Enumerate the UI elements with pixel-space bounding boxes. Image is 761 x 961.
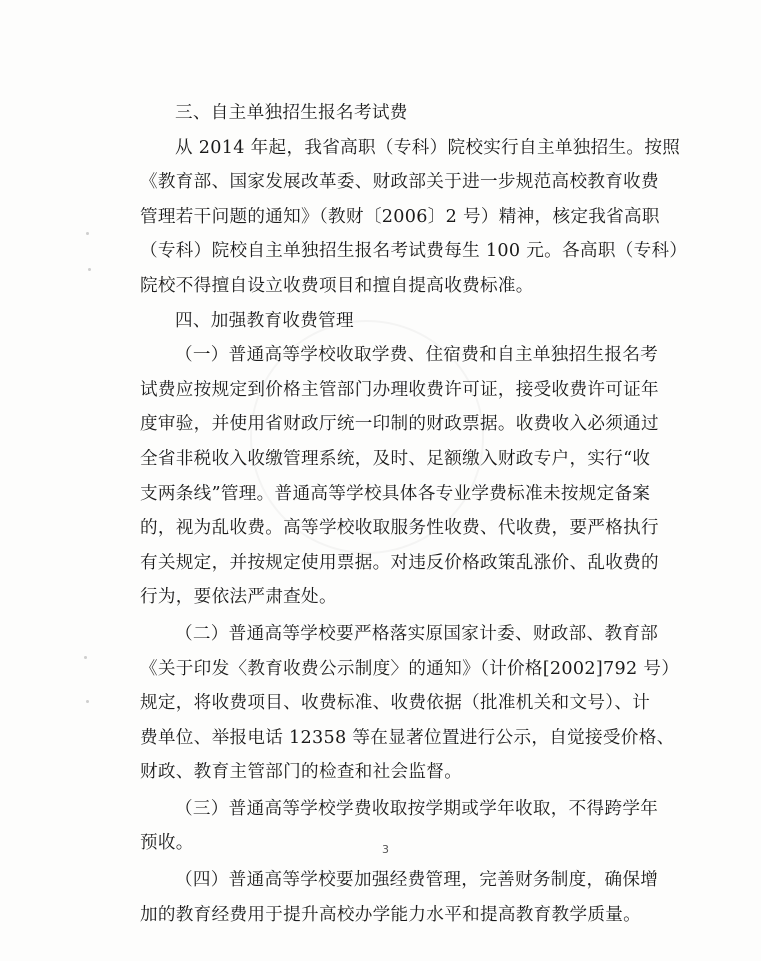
- text-line: 度审验，并使用省财政厅统一印制的财政票据。收费收入必须通过: [140, 414, 659, 435]
- section-heading-4: 四、加强教育收费管理: [175, 310, 354, 331]
- text-line: （专科）院校自主单独招生报名考试费每生 100 元。各高职（专科）: [140, 241, 688, 262]
- text-line: 管理若干问题的通知》（教财〔2006〕2 号）精神，核定我省高职: [140, 206, 660, 227]
- text-line: 从 2014 年起，我省高职（专科）院校实行自主单独招生。按照: [175, 137, 681, 158]
- document-body: [140, 96, 688, 932]
- text-line: 行为，要依法严肃查处。: [140, 587, 337, 608]
- item-3-paragraph: [140, 792, 660, 861]
- text-line: 有关规定，并按规定使用票据。对违反价格政策乱涨价、乱收费的: [140, 552, 659, 573]
- text-line: 规定，将收费项目、收费标准、收费依据（批准机关和文号）、计: [140, 693, 651, 714]
- item-4-paragraph: [140, 863, 660, 932]
- section-3-paragraph: [140, 131, 688, 304]
- text-line: （二）普通高等学校要严格落实原国家计委、财政部、教育部: [175, 623, 659, 644]
- text-line: 《关于印发〈教育收费公示制度〉的通知》（计价格[2002]792 号）: [140, 658, 680, 679]
- scan-speck: [86, 232, 89, 235]
- text-line: 院校不得擅自设立收费项目和擅自提高收费标准。: [140, 275, 534, 296]
- text-line: 财政、教育主管部门的检查和社会监督。: [140, 762, 463, 783]
- page-number: 3: [382, 843, 389, 856]
- text-line: 《教育部、国家发展改革委、财政部关于进一步规范高校教育收费: [140, 172, 659, 193]
- text-line: 的，视为乱收费。高等学校收取服务性收费、代收费，要严格执行: [140, 518, 659, 539]
- item-1-paragraph: [140, 338, 660, 615]
- scan-speck: [88, 268, 91, 271]
- scan-speck: [86, 700, 89, 703]
- text-line: 预收。: [140, 833, 194, 854]
- text-line: 费单位、举报电话 12358 等在显著位置进行公示，自觉接受价格、: [140, 727, 675, 748]
- section-heading-3: 三、自主单独招生报名考试费: [175, 103, 408, 123]
- text-line: （四）普通高等学校要加强经费管理，完善财务制度，确保增: [175, 870, 659, 891]
- item-2-paragraph: [140, 617, 680, 790]
- text-line: 试费应按规定到价格主管部门办理收费许可证，接受收费许可证年: [140, 379, 659, 400]
- text-line: （一）普通高等学校收取学费、住宿费和自主单独招生报名考: [175, 345, 659, 366]
- text-line: （三）普通高等学校学费收取按学期或学年收取，不得跨学年: [175, 798, 659, 819]
- text-line: 加的教育经费用于提升高校办学能力水平和提高教育教学质量。: [140, 904, 642, 925]
- text-line: 支两条线”管理。普通高等学校具体各专业学费标准未按规定备案: [140, 483, 651, 504]
- text-line: 全省非税收入收缴管理系统，及时、足额缴入财政专户，实行“收: [140, 448, 651, 469]
- scan-speck: [84, 656, 87, 659]
